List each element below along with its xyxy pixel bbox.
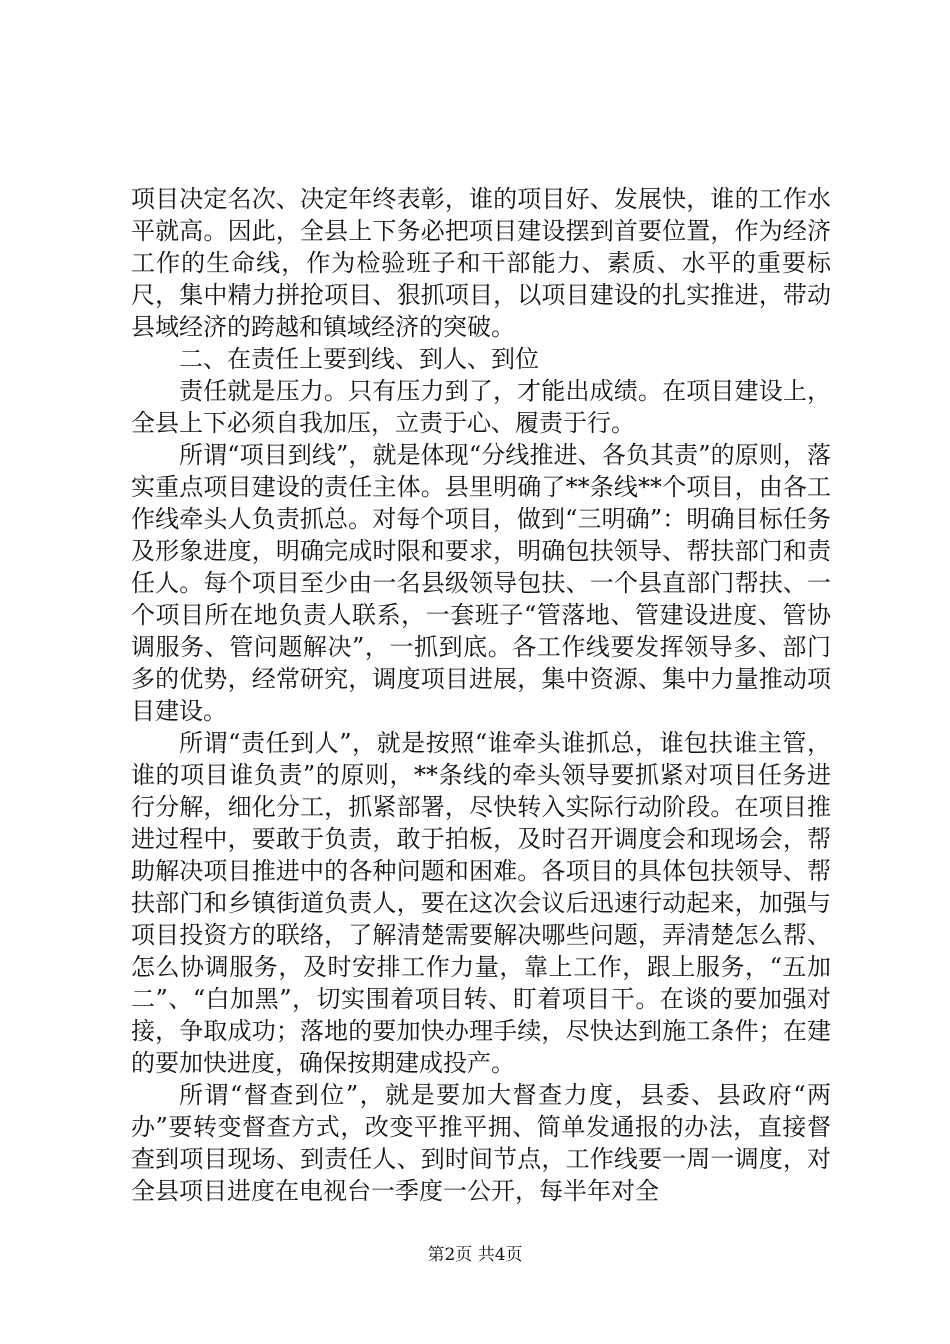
section-heading: 二、在责任上要到线、到人、到位 bbox=[179, 345, 539, 373]
paragraph-continuation: 项目决定名次、决定年终表彰，谁的项目好、发展快，谁的工作水平就高。因此，全县上下务必把项目建设摆到首要位置，作为经济工作的生命线，作为检验班子和干部能力、素质、水平的重要标尺，集中精力拼抢项目、狠抓项目，以项目建设的扎实推进，带动县域经济的跨越和镇域经济的突破。 bbox=[131, 185, 831, 341]
paragraph: 所谓“责任到人”，就是按照“谁牵头谁抓总，谁包扶谁主管，谁的项目谁负责”的原则，**条线的牵头领导要抓紧对项目任务进行分解，细化分工，抓紧部署，尽快转入实际行动阶段。在项目推进过程中，要敢于负责，敢于拍板，及时召开调度会和现场会，帮助解决项目推进中的各种问题和困难。各项目的具体包扶领导、帮扶部门和乡镇街道负责人，要在这次会议后迅速行动起来，加强与项目投资方的联络，了解清楚需要解决哪些问题，弄清楚怎么帮、怎么协调服务，及时安排工作力量，靠上工作，跟上服务，“五加二”、“白加黑”，切实围着项目转、盯着项目干。在谈的要加强对接，争取成功；落地的要加快办理手续，尽快达到施工条件；在建的要加快进度，确保按期建成投产。 bbox=[131, 729, 831, 1077]
paragraph: 所谓“督查到位”，就是要加大督查力度，县委、县政府“两办”要转变督查方式，改变平推平拥、简单发通报的办法，直接督查到项目现场、到责任人、到时间节点，工作线要一周一调度，对全县项目进度在电视台一季度一公开，每半年对全 bbox=[131, 1081, 831, 1205]
document-body bbox=[131, 183, 831, 1207]
page-number-footer: 第2页 共4页 bbox=[427, 1245, 523, 1265]
paragraph: 所谓“项目到线”，就是体现“分线推进、各负其责”的原则，落实重点项目建设的责任主体。县里明确了**条线**个项目，由各工作线牵头人负责抓总。对每个项目，做到“三明确”：明确目标任务及形象进度，明确完成时限和要求，明确包扶领导、帮扶部门和责任人。每个项目至少由一名县级领导包扶、一个县直部门帮扶、一个项目所在地负责人联系，一套班子“管落地、管建设进度、管协调服务、管问题解决”，一抓到底。各工作线要发挥领导多、部门多的优势，经常研究，调度项目进展，集中资源、集中力量推动项目建设。 bbox=[131, 441, 831, 725]
paragraph: 责任就是压力。只有压力到了，才能出成绩。在项目建设上，全县上下必须自我加压，立责于心、履责于行。 bbox=[131, 377, 831, 437]
